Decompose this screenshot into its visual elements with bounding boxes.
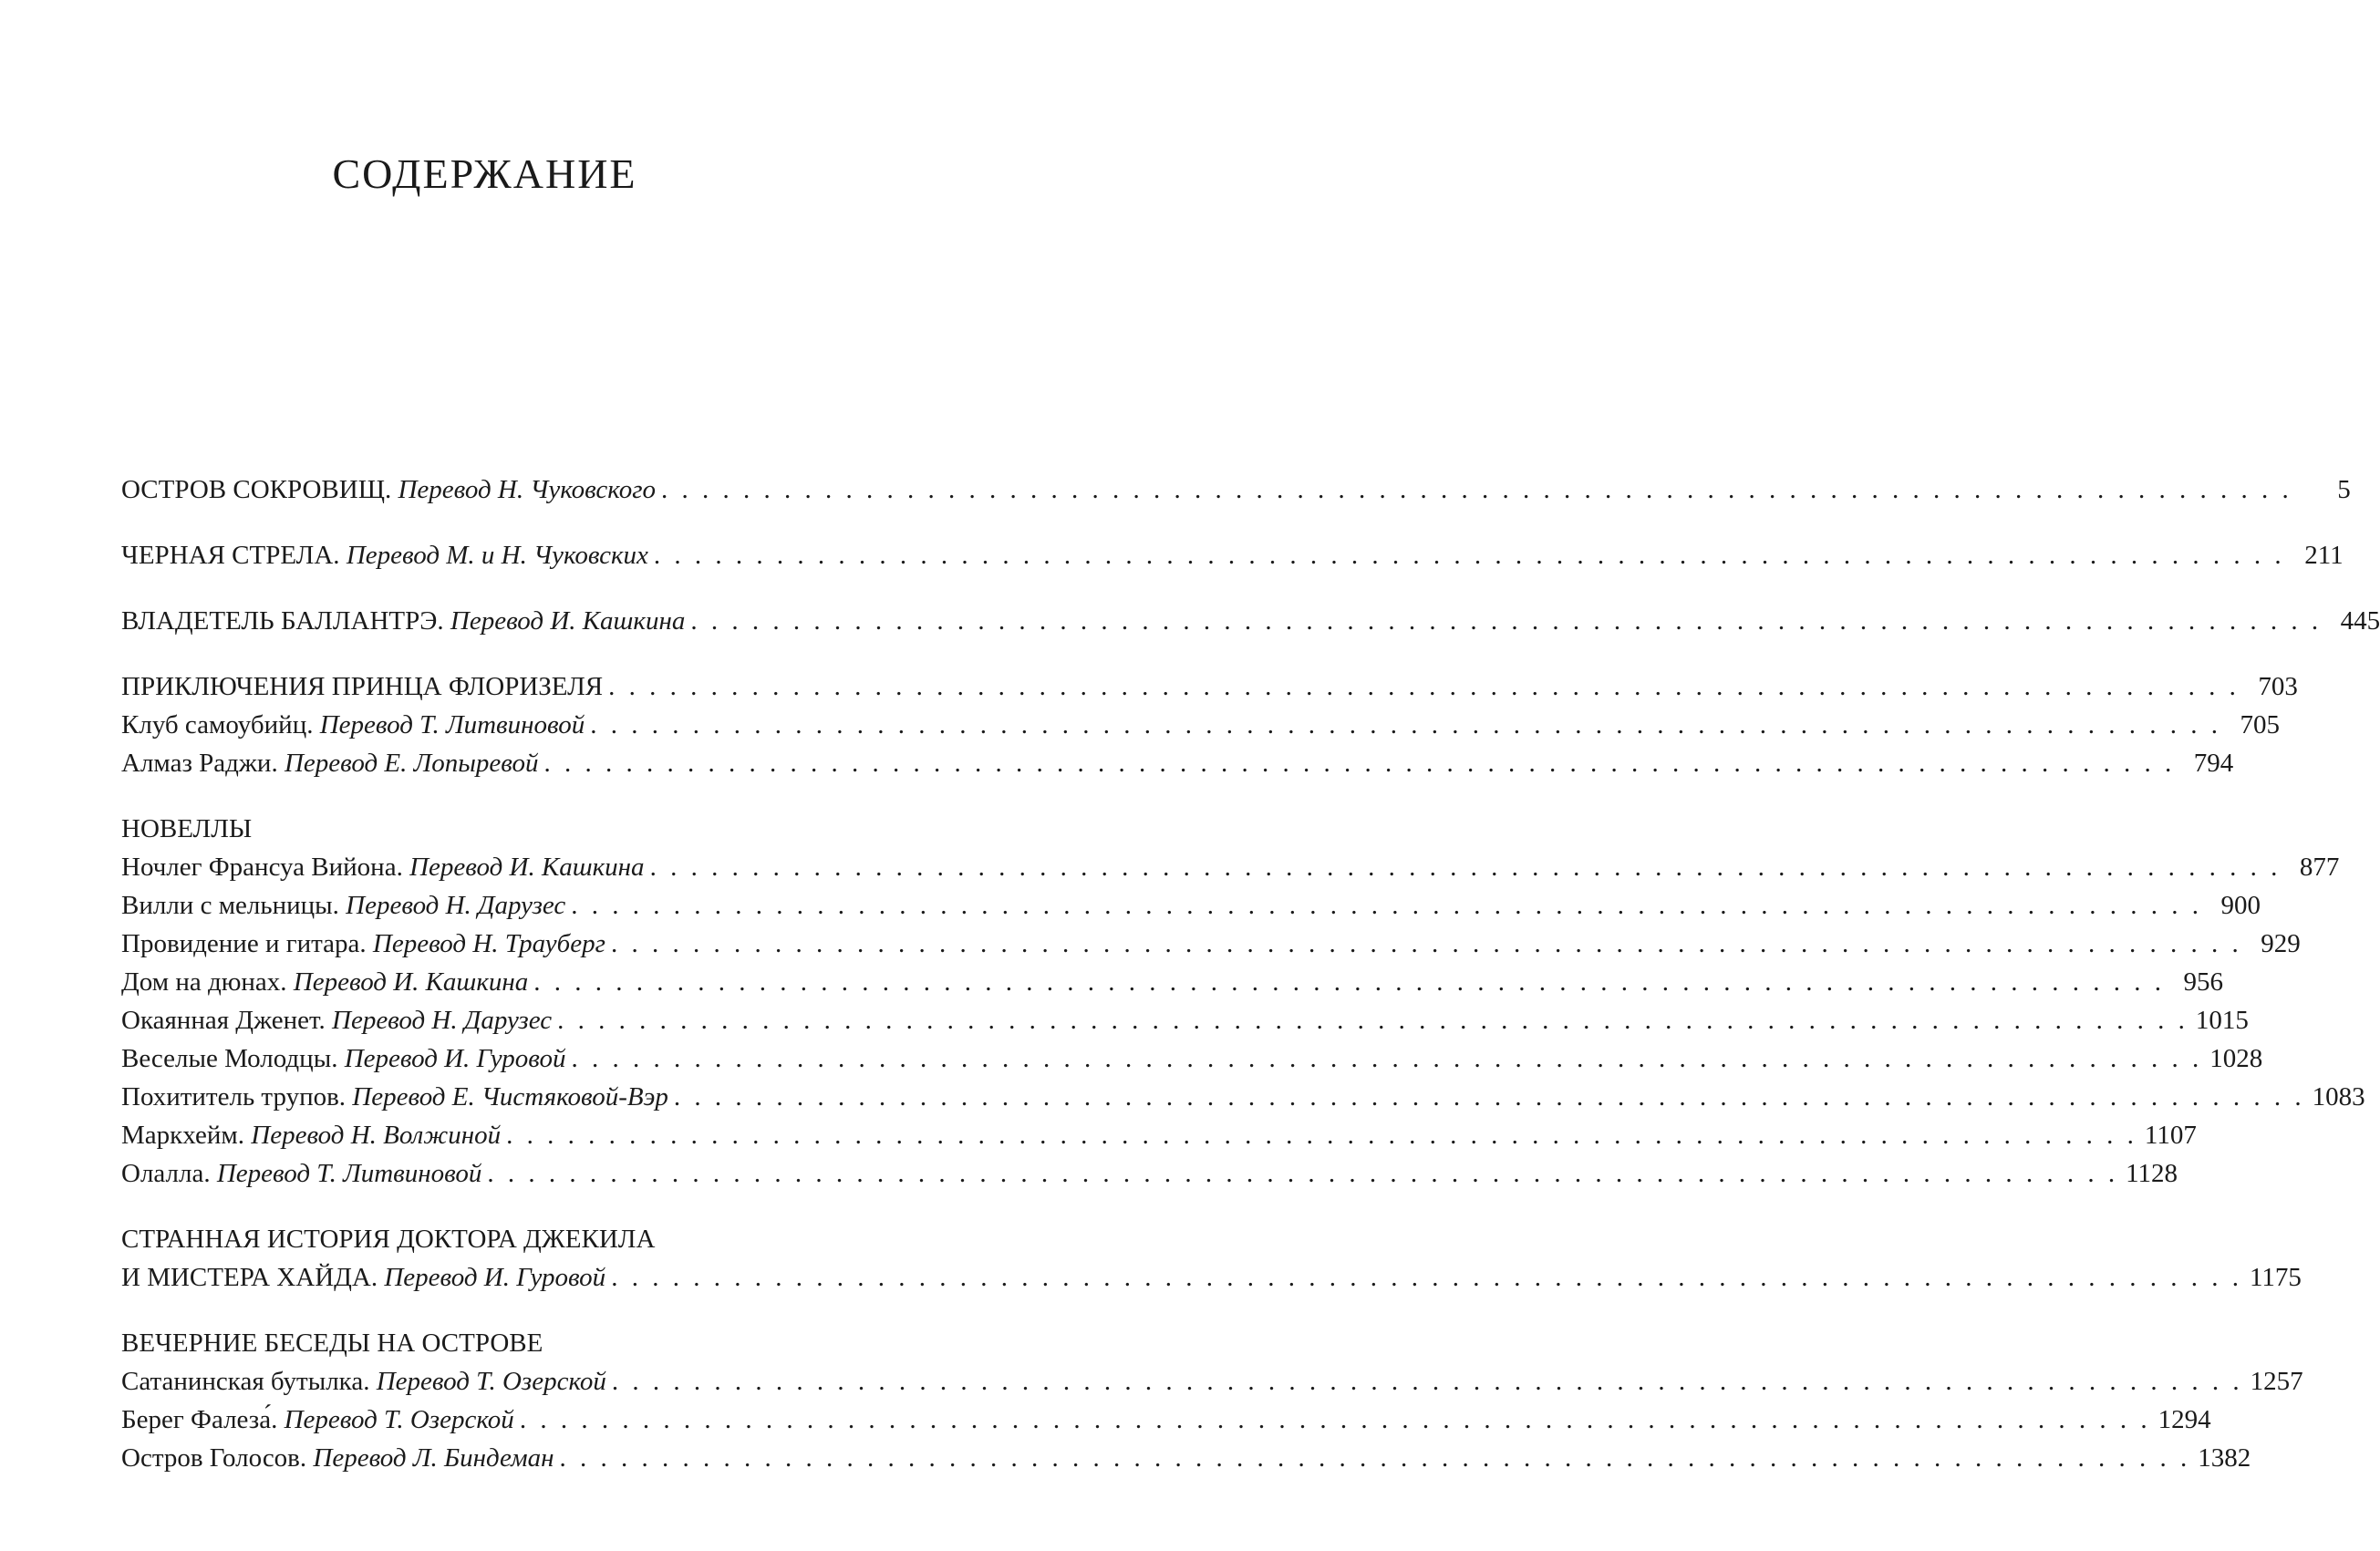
translator-credit: Перевод И. Кашкина: [450, 606, 686, 636]
table-of-contents: [121, 470, 2380, 1504]
entry-title: [121, 470, 656, 509]
page-number: 1257: [2250, 1367, 2303, 1396]
page-number: 956: [2183, 967, 2224, 997]
toc-entry: [121, 706, 2280, 744]
page-number: 1028: [2209, 1044, 2263, 1073]
work-title: Похититель трупов.: [121, 1082, 347, 1112]
entry-title: [121, 1362, 606, 1401]
work-title: ПРИКЛЮЧЕНИЯ ПРИНЦА ФЛОРИЗЕЛЯ: [121, 672, 604, 701]
leader-dots: . . . . . . . . . . . . . . . . . . . . . . . . . . . . . . . . . . . . . . . . . . . . . . . . . . . . . . . . . . . . . . . . . . . . . . . . . . . . . . . .: [649, 853, 2282, 882]
entry-title: [121, 602, 685, 640]
entry-title: [121, 848, 645, 886]
translator-credit: Перевод И. Гуровой: [344, 1044, 566, 1073]
translator-credit: Перевод Т. Озерской: [284, 1405, 514, 1434]
toc-entry: [121, 667, 2298, 706]
entry-title: [121, 1258, 605, 1297]
translator-credit: Перевод Л. Биндеман: [313, 1443, 554, 1473]
entry-title: [121, 667, 603, 706]
work-title: Веселые Молодцы.: [121, 1044, 338, 1073]
toc-entry: [121, 1039, 2263, 1078]
leader-dots: . . . . . . . . . . . . . . . . . . . . . . . . . . . . . . . . . . . . . . . . . . . . . . . . . . . . . . . . . . . . . . . . . . . . . . . . . . . . . . . .: [661, 475, 2292, 504]
leader-dots: . . . . . . . . . . . . . . . . . . . . . . . . . . . . . . . . . . . . . . . . . . . . . . . . . . . . . . . . . . . . . . . . . . . . . . . . . . . . . . . .: [519, 1405, 2151, 1434]
leader-dots: . . . . . . . . . . . . . . . . . . . . . . . . . . . . . . . . . . . . . . . . . . . . . . . . . . . . . . . . . . . . . . . . . . . . . . . . . . . . . . . .: [608, 672, 2240, 701]
entry-title: [121, 1116, 501, 1154]
page-number: 794: [2193, 749, 2234, 778]
entry-title: [121, 706, 585, 744]
toc-entry: [121, 1154, 2178, 1193]
page-number: 445: [2340, 606, 2380, 636]
translator-credit: Перевод Е. Лопыревой: [284, 749, 539, 778]
work-title: ВЛАДЕТЕЛЬ БАЛЛАНТРЭ.: [121, 606, 444, 636]
page-number: 211: [2304, 541, 2344, 570]
toc-section: [121, 1220, 2302, 1297]
entry-title: [121, 886, 565, 925]
toc-section: [121, 1324, 2303, 1477]
leader-dots: . . . . . . . . . . . . . . . . . . . . . . . . . . . . . . . . . . . . . . . . . . . . . . . . . . . . . . . . . . . . . . . . . . . . . . . . . . . . . . . .: [690, 606, 2323, 636]
toc-entry: [121, 1116, 2197, 1154]
translator-credit: Перевод Н. Дарузес: [332, 1006, 553, 1035]
work-title: Клуб самоубийц.: [121, 710, 314, 739]
leader-dots: . . . . . . . . . . . . . . . . . . . . . . . . . . . . . . . . . . . . . . . . . . . . . . . . . . . . . . . . . . . . . . . . . . . . . . . . . . . . . . . .: [571, 891, 2203, 920]
toc-entry: [121, 1439, 2251, 1477]
translator-credit: Перевод И. Гуровой: [384, 1263, 606, 1292]
leader-dots: . . . . . . . . . . . . . . . . . . . . . . . . . . . . . . . . . . . . . . . . . . . . . . . . . . . . . . . . . . . . . . . . . . . . . . . . . . . . . . . .: [543, 749, 2176, 778]
leader-dots: . . . . . . . . . . . . . . . . . . . . . . . . . . . . . . . . . . . . . . . . . . . . . . . . . . . . . . . . . . . . . . . . . . . . . . . . . . . . . . . .: [533, 967, 2166, 997]
leader-dots: . . . . . . . . . . . . . . . . . . . . . . . . . . . . . . . . . . . . . . . . . . . . . . . . . . . . . . . . . . . . . . . . . . . . . . . . . . . . . . . .: [653, 541, 2285, 570]
entry-title: [121, 1154, 481, 1193]
work-title: ОСТРОВ СОКРОВИЩ.: [121, 475, 392, 504]
leader-dots: . . . . . . . . . . . . . . . . . . . . . . . . . . . . . . . . . . . . . . . . . . . . . . . . . . . . . . . . . . . . . . . . . . . . . . . . . . . . . . . .: [559, 1443, 2191, 1473]
toc-entry: [121, 470, 2351, 509]
entry-title: [121, 1401, 514, 1439]
translator-credit: Перевод Н. Чуковского: [398, 475, 657, 504]
toc-entry: [121, 886, 2261, 925]
page-number: 877: [2299, 853, 2340, 882]
toc-entry: [121, 1258, 2302, 1297]
page-number: 1015: [2195, 1006, 2249, 1035]
toc-section: [121, 667, 2298, 782]
leader-dots: . . . . . . . . . . . . . . . . . . . . . . . . . . . . . . . . . . . . . . . . . . . . . . . . . . . . . . . . . . . . . . . . . . . . . . . . . . . . . . . .: [610, 929, 2242, 958]
toc-section: [121, 602, 2380, 640]
translator-credit: Перевод Т. Литвиновой: [216, 1159, 482, 1188]
page-number: 1107: [2144, 1121, 2197, 1150]
page-number: 1083: [2312, 1082, 2365, 1112]
toc-section: [121, 810, 2365, 1193]
page-number: 1175: [2249, 1263, 2302, 1292]
page-number: 929: [2261, 929, 2301, 958]
toc-entry: [121, 1401, 2211, 1439]
work-title: Остров Голосов.: [121, 1443, 307, 1473]
work-title: Провидение и гитара.: [121, 929, 367, 958]
translator-credit: Перевод Т. Литвиновой: [319, 710, 585, 739]
toc-entry: [121, 1078, 2365, 1116]
toc-entry: [121, 925, 2301, 963]
work-title: И МИСТЕРА ХАЙДА.: [121, 1263, 378, 1292]
work-title: Берег Фалеза́.: [121, 1405, 278, 1434]
translator-credit: Перевод Е. Чистяковой-Вэр: [352, 1082, 668, 1112]
leader-dots: . . . . . . . . . . . . . . . . . . . . . . . . . . . . . . . . . . . . . . . . . . . . . . . . . . . . . . . . . . . . . . . . . . . . . . . . . . . . . . . .: [571, 1044, 2203, 1073]
work-title: Окаянная Дженет.: [121, 1006, 326, 1035]
leader-dots: . . . . . . . . . . . . . . . . . . . . . . . . . . . . . . . . . . . . . . . . . . . . . . . . . . . . . . . . . . . . . . . . . . . . . . . . . . . . . . . .: [611, 1367, 2243, 1396]
toc-entry: [121, 536, 2344, 574]
page-number: 900: [2220, 891, 2261, 920]
toc-section: [121, 470, 2351, 509]
entry-title: [121, 1078, 668, 1116]
translator-credit: Перевод Н. Волжиной: [251, 1121, 502, 1150]
page-number: 705: [2240, 710, 2280, 739]
section-heading: НОВЕЛЛЫ: [121, 814, 253, 843]
translator-credit: Перевод Н. Дарузес: [346, 891, 566, 920]
work-title: Алмаз Раджи.: [121, 749, 278, 778]
work-title: Олалла.: [121, 1159, 211, 1188]
work-title: Сатанинская бутылка.: [121, 1367, 370, 1396]
work-title: ЧЕРНАЯ СТРЕЛА.: [121, 541, 340, 570]
entry-title: [121, 925, 605, 963]
translator-credit: Перевод И. Кашкина: [293, 967, 529, 997]
section-heading: ВЕЧЕРНИЕ БЕСЕДЫ НА ОСТРОВЕ: [121, 1329, 543, 1358]
work-title: Ночлег Франсуа Вийона.: [121, 853, 403, 882]
page-number: 1294: [2158, 1405, 2211, 1434]
leader-dots: . . . . . . . . . . . . . . . . . . . . . . . . . . . . . . . . . . . . . . . . . . . . . . . . . . . . . . . . . . . . . . . . . . . . . . . . . . . . . . . .: [673, 1082, 2305, 1112]
toc-entry: [121, 602, 2380, 640]
page-title: СОДЕРЖАНИЕ: [332, 150, 637, 197]
leader-dots: . . . . . . . . . . . . . . . . . . . . . . . . . . . . . . . . . . . . . . . . . . . . . . . . . . . . . . . . . . . . . . . . . . . . . . . . . . . . . . . .: [506, 1121, 2137, 1150]
page-number: 5: [2337, 475, 2351, 504]
leader-dots: . . . . . . . . . . . . . . . . . . . . . . . . . . . . . . . . . . . . . . . . . . . . . . . . . . . . . . . . . . . . . . . . . . . . . . . . . . . . . . . .: [557, 1006, 2189, 1035]
leader-dots: . . . . . . . . . . . . . . . . . . . . . . . . . . . . . . . . . . . . . . . . . . . . . . . . . . . . . . . . . . . . . . . . . . . . . . . . . . . . . . . .: [487, 1159, 2119, 1188]
translator-credit: Перевод М. и Н. Чуковских: [346, 541, 648, 570]
leader-dots: . . . . . . . . . . . . . . . . . . . . . . . . . . . . . . . . . . . . . . . . . . . . . . . . . . . . . . . . . . . . . . . . . . . . . . . . . . . . . . . .: [590, 710, 2221, 739]
work-title: Дом на дюнах.: [121, 967, 287, 997]
page-number: 1382: [2198, 1443, 2251, 1473]
page-number: 1128: [2126, 1159, 2178, 1188]
entry-title: [121, 536, 648, 574]
entry-title: [121, 963, 528, 1001]
translator-credit: Перевод Т. Озерской: [376, 1367, 606, 1396]
toc-entry: [121, 963, 2224, 1001]
translator-credit: Перевод И. Кашкина: [409, 853, 645, 882]
work-title: Вилли с мельницы.: [121, 891, 339, 920]
toc-entry: [121, 1362, 2303, 1401]
entry-title: [121, 1001, 552, 1039]
translator-credit: Перевод Н. Трауберг: [372, 929, 605, 958]
entry-title: [121, 744, 538, 782]
toc-entry: [121, 744, 2234, 782]
leader-dots: . . . . . . . . . . . . . . . . . . . . . . . . . . . . . . . . . . . . . . . . . . . . . . . . . . . . . . . . . . . . . . . . . . . . . . . . . . . . . . . .: [611, 1263, 2242, 1292]
entry-title: [121, 1039, 566, 1078]
work-title: Маркхейм.: [121, 1121, 245, 1150]
entry-title: [121, 1439, 554, 1477]
page-number: 703: [2258, 672, 2298, 701]
toc-section: [121, 536, 2344, 574]
section-heading: СТРАННАЯ ИСТОРИЯ ДОКТОРА ДЖЕКИЛА: [121, 1225, 656, 1254]
toc-entry: [121, 848, 2340, 886]
toc-entry: [121, 1001, 2249, 1039]
